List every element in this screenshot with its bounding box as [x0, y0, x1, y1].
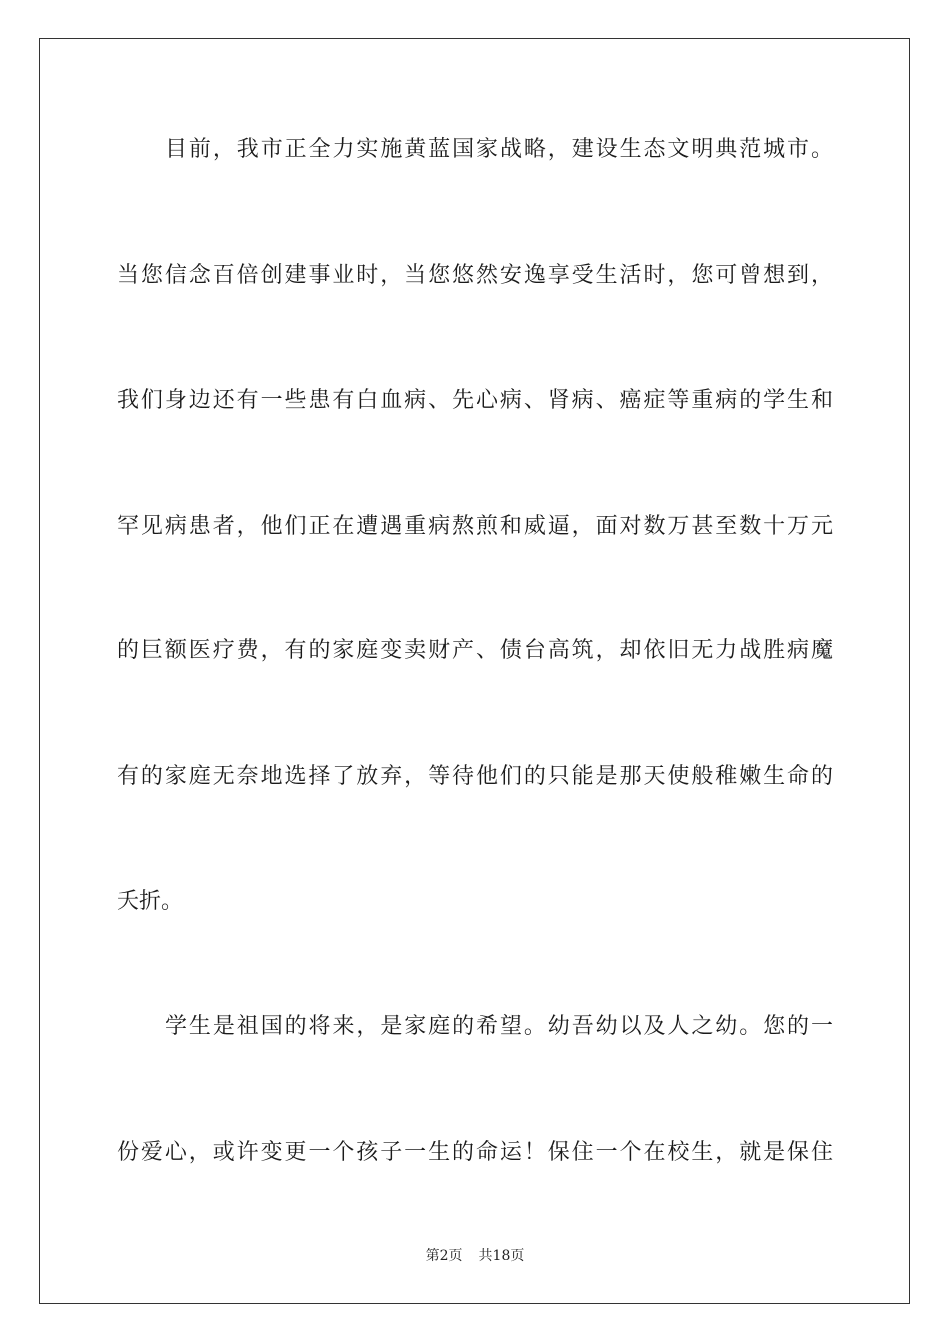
- paragraph-1-line-4: 罕见病患者，他们正在遭遇重病熬煎和威逼，面对数万甚至数十万元: [117, 514, 833, 539]
- paragraph-1-line-5: 的巨额医疗费，有的家庭变卖财产、债台高筑，却依旧无力战胜病魔: [117, 638, 833, 663]
- paragraph-1-line-2: 当您信念百倍创建事业时，当您悠然安逸享受生活时，您可曾想到，: [117, 263, 833, 288]
- page-number: 第2页: [425, 1248, 463, 1264]
- paragraph-1-line-3: 我们身边还有一些患有白血病、先心病、肾病、癌症等重病的学生和: [117, 388, 833, 413]
- paragraph-1-line-6: 有的家庭无奈地选择了放弃，等待他们的只能是那天使般稚嫩生命的: [117, 764, 833, 789]
- page-total: 共18页: [478, 1248, 525, 1264]
- paragraph-1-line-1: 目前，我市正全力实施黄蓝国家战略，建设生态文明典范城市。: [165, 137, 833, 162]
- paragraph-2-line-2: 份爱心，或许变更一个孩子一生的命运！保住一个在校生，就是保住: [117, 1140, 833, 1165]
- page-border: [39, 38, 910, 1304]
- paragraph-1-line-7: 夭折。: [117, 889, 184, 914]
- paragraph-2-line-1: 学生是祖国的将来，是家庭的希望。幼吾幼以及人之幼。您的一: [165, 1014, 833, 1039]
- page-footer: [0, 1247, 950, 1265]
